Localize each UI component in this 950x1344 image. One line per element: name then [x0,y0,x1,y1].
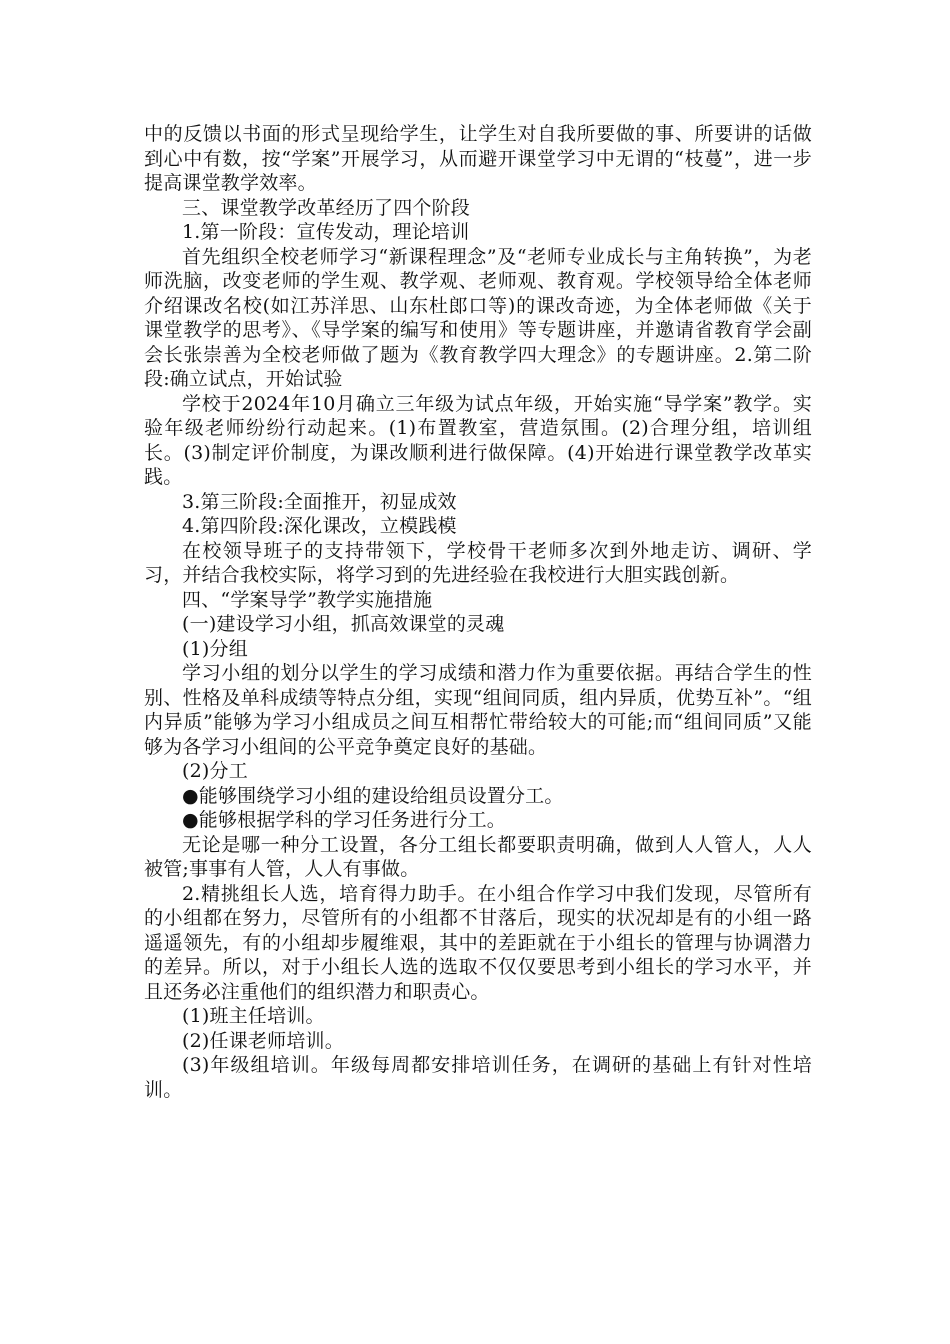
paragraph: (2)分工 [182,760,248,782]
paragraph: 四、“学案导学”教学实施措施 [182,588,433,611]
paragraph: (1)分组 [182,637,248,660]
paragraph: ●能够根据学科的学习任务进行分工。 [182,809,506,831]
paragraph: ●能够围绕学习小组的建设给组员设置分工。 [182,784,564,807]
paragraph: 首先组织全校老师学习“新课程理念”及“老师专业成长与主角转换”，为老师洗脑，改变老师的学生观、教学观、老师观、教育观。学校领导给全体老师介绍课改名校(如江苏洋思、山东杜郎口等)的课改奇迹，为全体老师做《关于课堂教学的思考》、《导学案的编写和使用》等专题讲座，并邀请省教育学会副会长张崇善为全校老师做了题为《教育教学四大理念》的专题讲座。2.第二阶段:确立试点，开始试验 [144,245,812,390]
paragraph: 中的反馈以书面的形式呈现给学生，让学生对自我所要做的事、所要讲的话做到心中有数，按“学案”开展学习，从而避开课堂学习中无谓的“枝蔓”，进一步提高课堂教学效率。 [144,123,812,194]
document-body [144,122,812,1102]
paragraph: (1)班主任培训。 [182,1005,325,1027]
paragraph: 学习小组的划分以学生的学习成绩和潜力作为重要依据。再结合学生的性别、性格及单科成绩等特点分组，实现“组间同质，组内异质，优势互补”。“组内异质”能够为学习小组成员之间互相帮忙带给较大的可能;而“组间同质”又能够为各学习小组间的公平竞争奠定良好的基础。 [144,662,812,758]
paragraph: 2.精挑组长人选，培育得力助手。在小组合作学习中我们发现，尽管所有的小组都在努力，尽管所有的小组都不甘落后，现实的状况却是有的小组一路遥遥领先，有的小组却步履维艰，其中的差距就在于小组长的管理与协调潜力的差异。所以，对于小组长人选的选取不仅仅要思考到小组长的学习水平，并且还务必注重他们的组织潜力和职责心。 [144,882,812,1003]
paragraph: (一)建设学习小组，抓高效课堂的灵魂 [182,613,505,635]
paragraph: 无论是哪一种分工设置，各分工组长都要职责明确，做到人人管人，人人被管;事事有人管，人人有事做。 [144,833,812,880]
paragraph: 4.第四阶段:深化课改，立模践模 [182,515,457,537]
paragraph: 3.第三阶段:全面推开，初显成效 [182,490,457,513]
paragraph: (3)年级组培训。年级每周都安排培训任务，在调研的基础上有针对性培训。 [144,1054,812,1101]
paragraph: 学校于2024年10月确立三年级为试点年级，开始实施“导学案”教学。实验年级老师纷纷行动起来。(1)布置教室，营造氛围。(2)合理分组，培训组长。(3)制定评价制度，为课改顺利进行做保障。(4)开始进行课堂教学改革实践。 [144,392,812,488]
paragraph: (2)任课老师培训。 [182,1029,344,1052]
paragraph: 三、课堂教学改革经历了四个阶段 [182,196,471,219]
paragraph: 在校领导班子的支持带领下，学校骨干老师多次到外地走访、调研、学习，并结合我校实际，将学习到的先进经验在我校进行大胆实践创新。 [144,539,812,586]
paragraph: 1.第一阶段：宣传发动，理论培训 [182,221,470,243]
